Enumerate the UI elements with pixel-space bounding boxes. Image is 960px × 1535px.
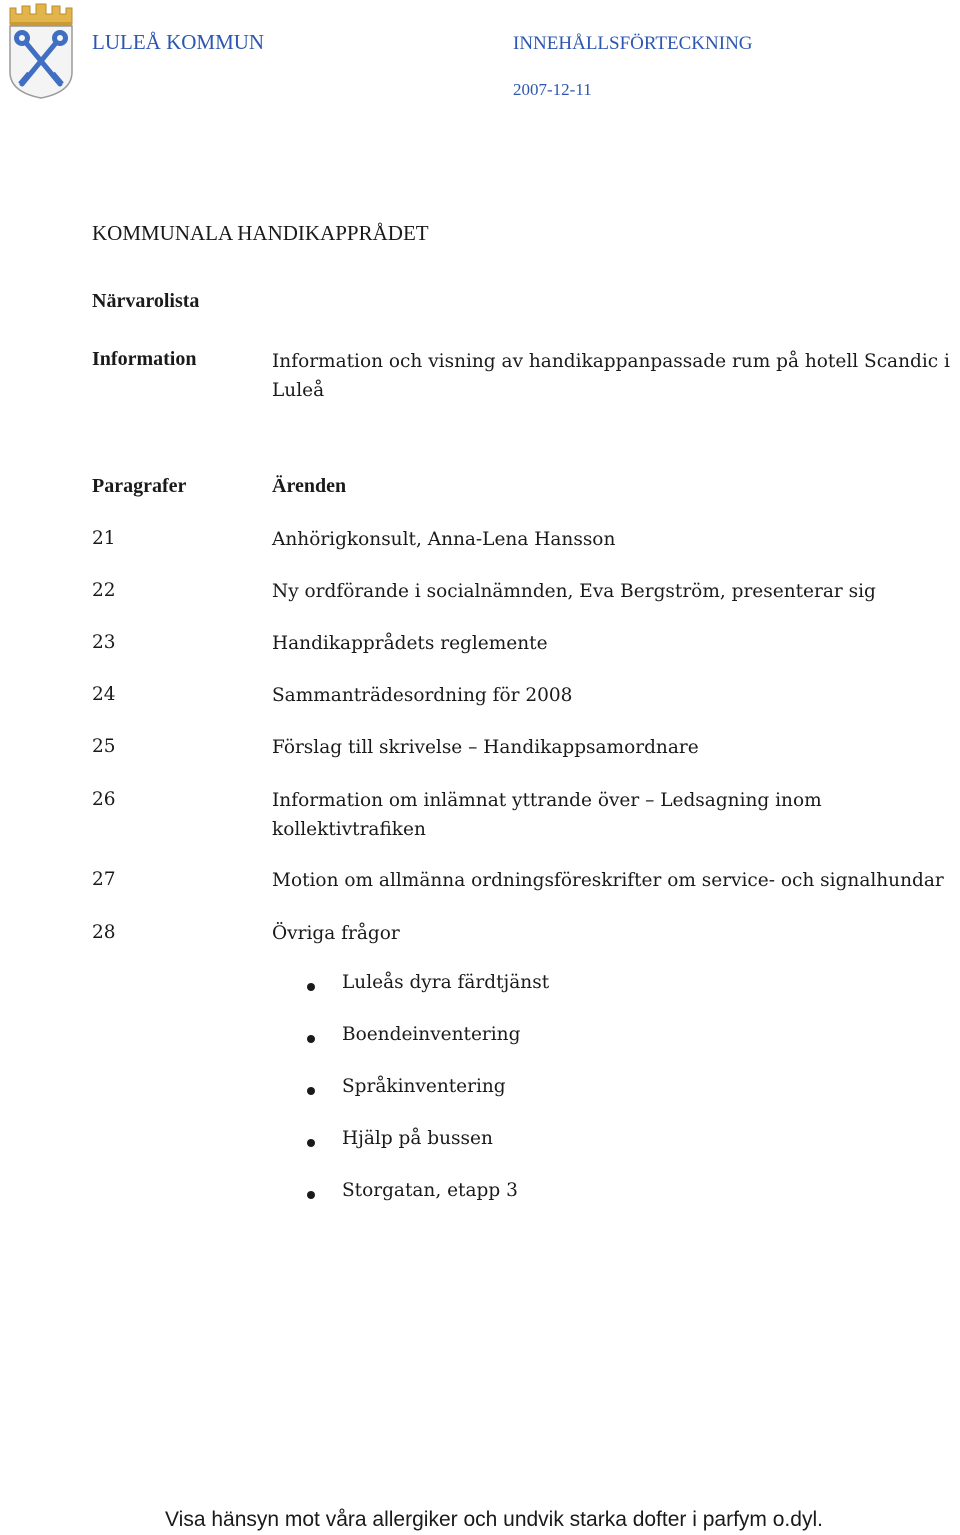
lulea-coat-of-arms-icon [6, 2, 76, 100]
row-matter: Handikapprådets reglemente [272, 633, 548, 654]
bullet-icon [307, 1087, 315, 1095]
committee-title: KOMMUNALA HANDIKAPPRÅDET [92, 221, 429, 245]
row-number: 26 [92, 789, 116, 810]
bullet-icon [307, 1035, 315, 1043]
document-date: 2007-12-11 [513, 80, 592, 99]
row-number: 21 [92, 528, 116, 549]
list-item: Hjälp på bussen [342, 1128, 493, 1149]
bullet-icon [307, 1139, 315, 1147]
row-number: 23 [92, 632, 116, 653]
row-number: 28 [92, 922, 116, 943]
row-matter: Ny ordförande i socialnämnden, Eva Bergström, presenterar sig [272, 581, 876, 602]
row-matter: Anhörigkonsult, Anna-Lena Hansson [272, 529, 616, 550]
list-item: Storgatan, etapp 3 [342, 1180, 518, 1201]
row-matter: Information om inlämnat yttrande över – Ledsagning inom kollektivtrafiken [272, 790, 822, 840]
list-item: Luleås dyra färdtjänst [342, 972, 550, 993]
row-number: 24 [92, 684, 116, 705]
attendance-list-heading: Närvarolista [92, 290, 200, 312]
paragraph-column-header: Paragrafer [92, 475, 187, 497]
row-number: 22 [92, 580, 116, 601]
document-type: INNEHÅLLSFÖRTECKNING [513, 33, 753, 54]
allergy-notice-footer: Visa hänsyn mot våra allergiker och undvik starka dofter i parfym o.dyl. [165, 1508, 823, 1531]
row-matter: Förslag till skrivelse – Handikappsamordnare [272, 737, 699, 758]
list-item: Boendeinventering [342, 1024, 521, 1045]
row-matter: Motion om allmänna ordningsföreskrifter om service- och signalhundar [272, 870, 944, 891]
row-number: 25 [92, 736, 116, 757]
row-matter: Sammanträdesordning för 2008 [272, 685, 573, 706]
row-matter: Övriga frågor [272, 923, 400, 944]
organization-name: LULEÅ KOMMUN [92, 30, 265, 54]
information-text: Information och visning av handikappanpassade rum på hotell Scandic i Luleå [272, 351, 950, 401]
information-label: Information [92, 348, 197, 370]
list-item: Språkinventering [342, 1076, 506, 1097]
row-number: 27 [92, 869, 116, 890]
matter-column-header: Ärenden [272, 475, 347, 497]
bullet-icon [307, 1191, 315, 1199]
bullet-icon [307, 983, 315, 991]
